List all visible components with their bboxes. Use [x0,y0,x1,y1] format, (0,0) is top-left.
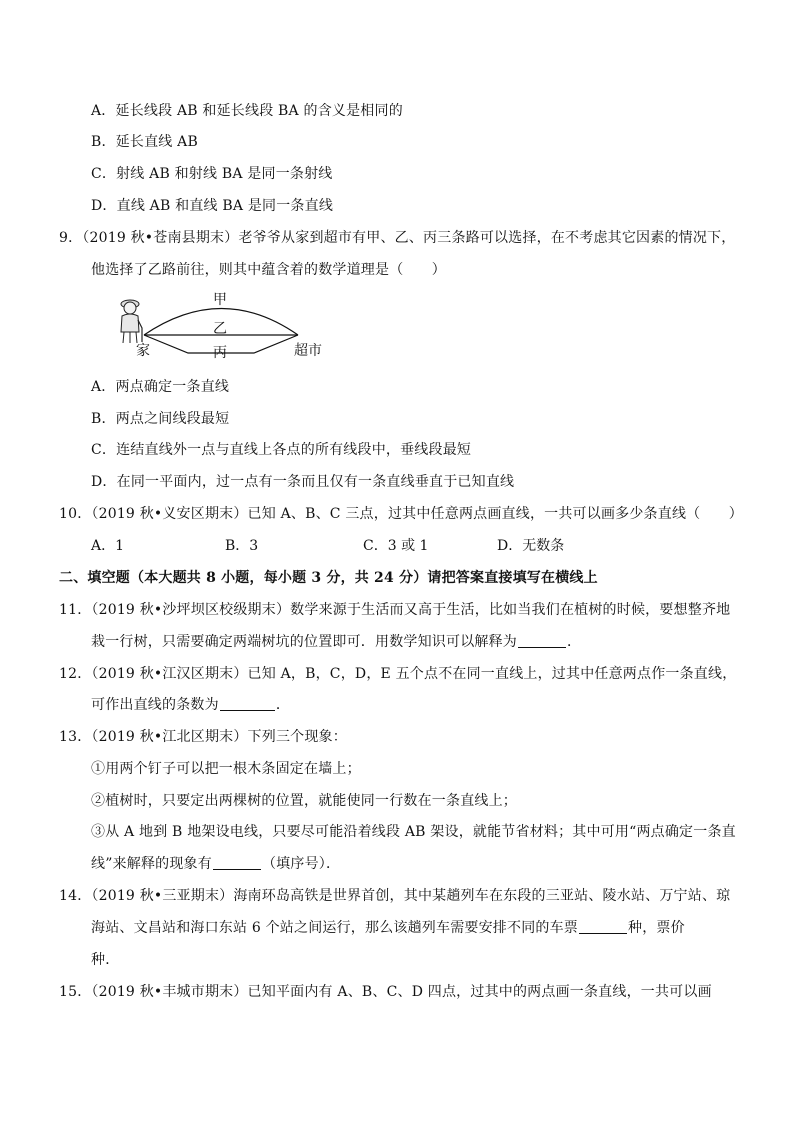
q13-end: （填序号）． [261,856,341,872]
q14-stem-line3: 种． [91,952,120,968]
route-label-bing: 丙 [213,345,227,361]
old-man-figure [121,300,142,343]
q12-answer-blank[interactable] [220,696,275,711]
q10-option-b: B．3 [225,538,259,554]
q8-option-b: B．延长直线 AB [91,134,198,150]
q8-option-d: D．直线 AB 和直线 BA 是同一条直线 [91,198,334,214]
q9-option-b: B．两点之间线段最短 [91,411,230,427]
q14-stem-line1: 14．（2019 秋•三亚期末）海南环岛高铁是世界首创，其中某趟列车在东段的三亚站、陵水站、万宁站、琼 [59,888,731,904]
q11-stem-line1: 11．（2019 秋•沙坪坝区校级期末）数学来源于生活而又高于生活，比如当我们在植树的时候，要想整齐地 [59,602,731,618]
q13-item-3: ③从 A 地到 B 地架设电线，只要尽可能沿着线段 AB 架设，就能节省材料；其中可用“两点确定一条直 [91,824,736,840]
q13-answer-blank[interactable] [213,855,261,870]
q9-option-a: A．两点确定一条直线 [91,379,230,395]
q11-answer-blank[interactable] [518,633,566,648]
route-label-jia: 甲 [213,292,227,308]
q9-stem-line2: 他选择了乙路前往，则其中蕴含着的数学道理是（ ） [91,262,446,278]
q9-option-d: D．在同一平面内，过一点有一条而且仅有一条直线垂直于已知直线 [91,474,515,490]
q11-end: ． [567,634,582,650]
q10-option-d: D．无数条 [497,538,565,554]
q9-option-c: C．连结直线外一点与直线上各点的所有线段中，垂线段最短 [91,442,472,458]
q11-stem-line2 [91,632,581,652]
q12-end: ． [275,697,291,713]
q10-option-c: C．3 或 1 [363,538,429,554]
q13-item-2: ②植树时，只要定出两棵树的位置，就能使同一行数在一条直线上； [91,793,517,809]
q11-text: 栽一行树，只需要确定两端树坑的位置即可．用数学知识可以解释为 [91,634,517,650]
q12-stem-line1: 12．（2019 秋•江汉区期末）已知 A，B，C，D，E 五个点不在同一直线上，过其中任意两点作一条直线， [59,666,737,682]
q13-stem: 13．（2019 秋•江北区期末）下列三个现象： [59,729,347,745]
q12-stem-line2 [91,695,290,715]
label-home: 家 [136,343,150,359]
label-supermarket: 超市 [294,343,322,359]
q8-option-a: A．延长线段 AB 和延长线段 BA 的含义是相同的 [91,103,403,119]
q10-stem: 10．（2019 秋•义安区期末）已知 A、B、C 三点，过其中任意两点画直线，一共可以画多少条直线（ ） [59,506,743,522]
q8-option-c: C．射线 AB 和射线 BA 是同一条射线 [91,166,333,182]
q9-stem-line1: 9．（2019 秋•苍南县期末）老爷爷从家到超市有甲、乙、丙三条路可以选择，在不考虑其它因素的情况下， [59,230,736,246]
section-2-heading: 二、填空题（本大题共 8 小题，每小题 3 分，共 24 分）请把答案直接填写在横线上 [59,570,598,586]
q15-stem-line1: 15．（2019 秋•丰城市期末）已知平面内有 A、B、C、D 四点，过其中的两点画一条直线，一共可以画 [59,984,712,1000]
q14-answer-blank-1[interactable] [579,919,627,934]
q13-stem-last [91,854,340,874]
q13-text: 线”来解释的现象有 [91,856,212,872]
q12-text: 可作出直线的条数为 [91,697,219,713]
q14-mid: 种，票价 [628,920,685,936]
q10-option-a: A．1 [91,538,125,554]
q14-text: 海站、文昌站和海口东站 6 个站之间运行，那么该趟列车需要安排不同的车票 [91,920,579,936]
q9-route-diagram [108,290,348,362]
q13-item-1: ①用两个钉子可以把一根木条固定在墙上； [91,761,361,777]
route-label-yi: 乙 [213,321,227,337]
q14-stem-line2 [91,918,685,938]
